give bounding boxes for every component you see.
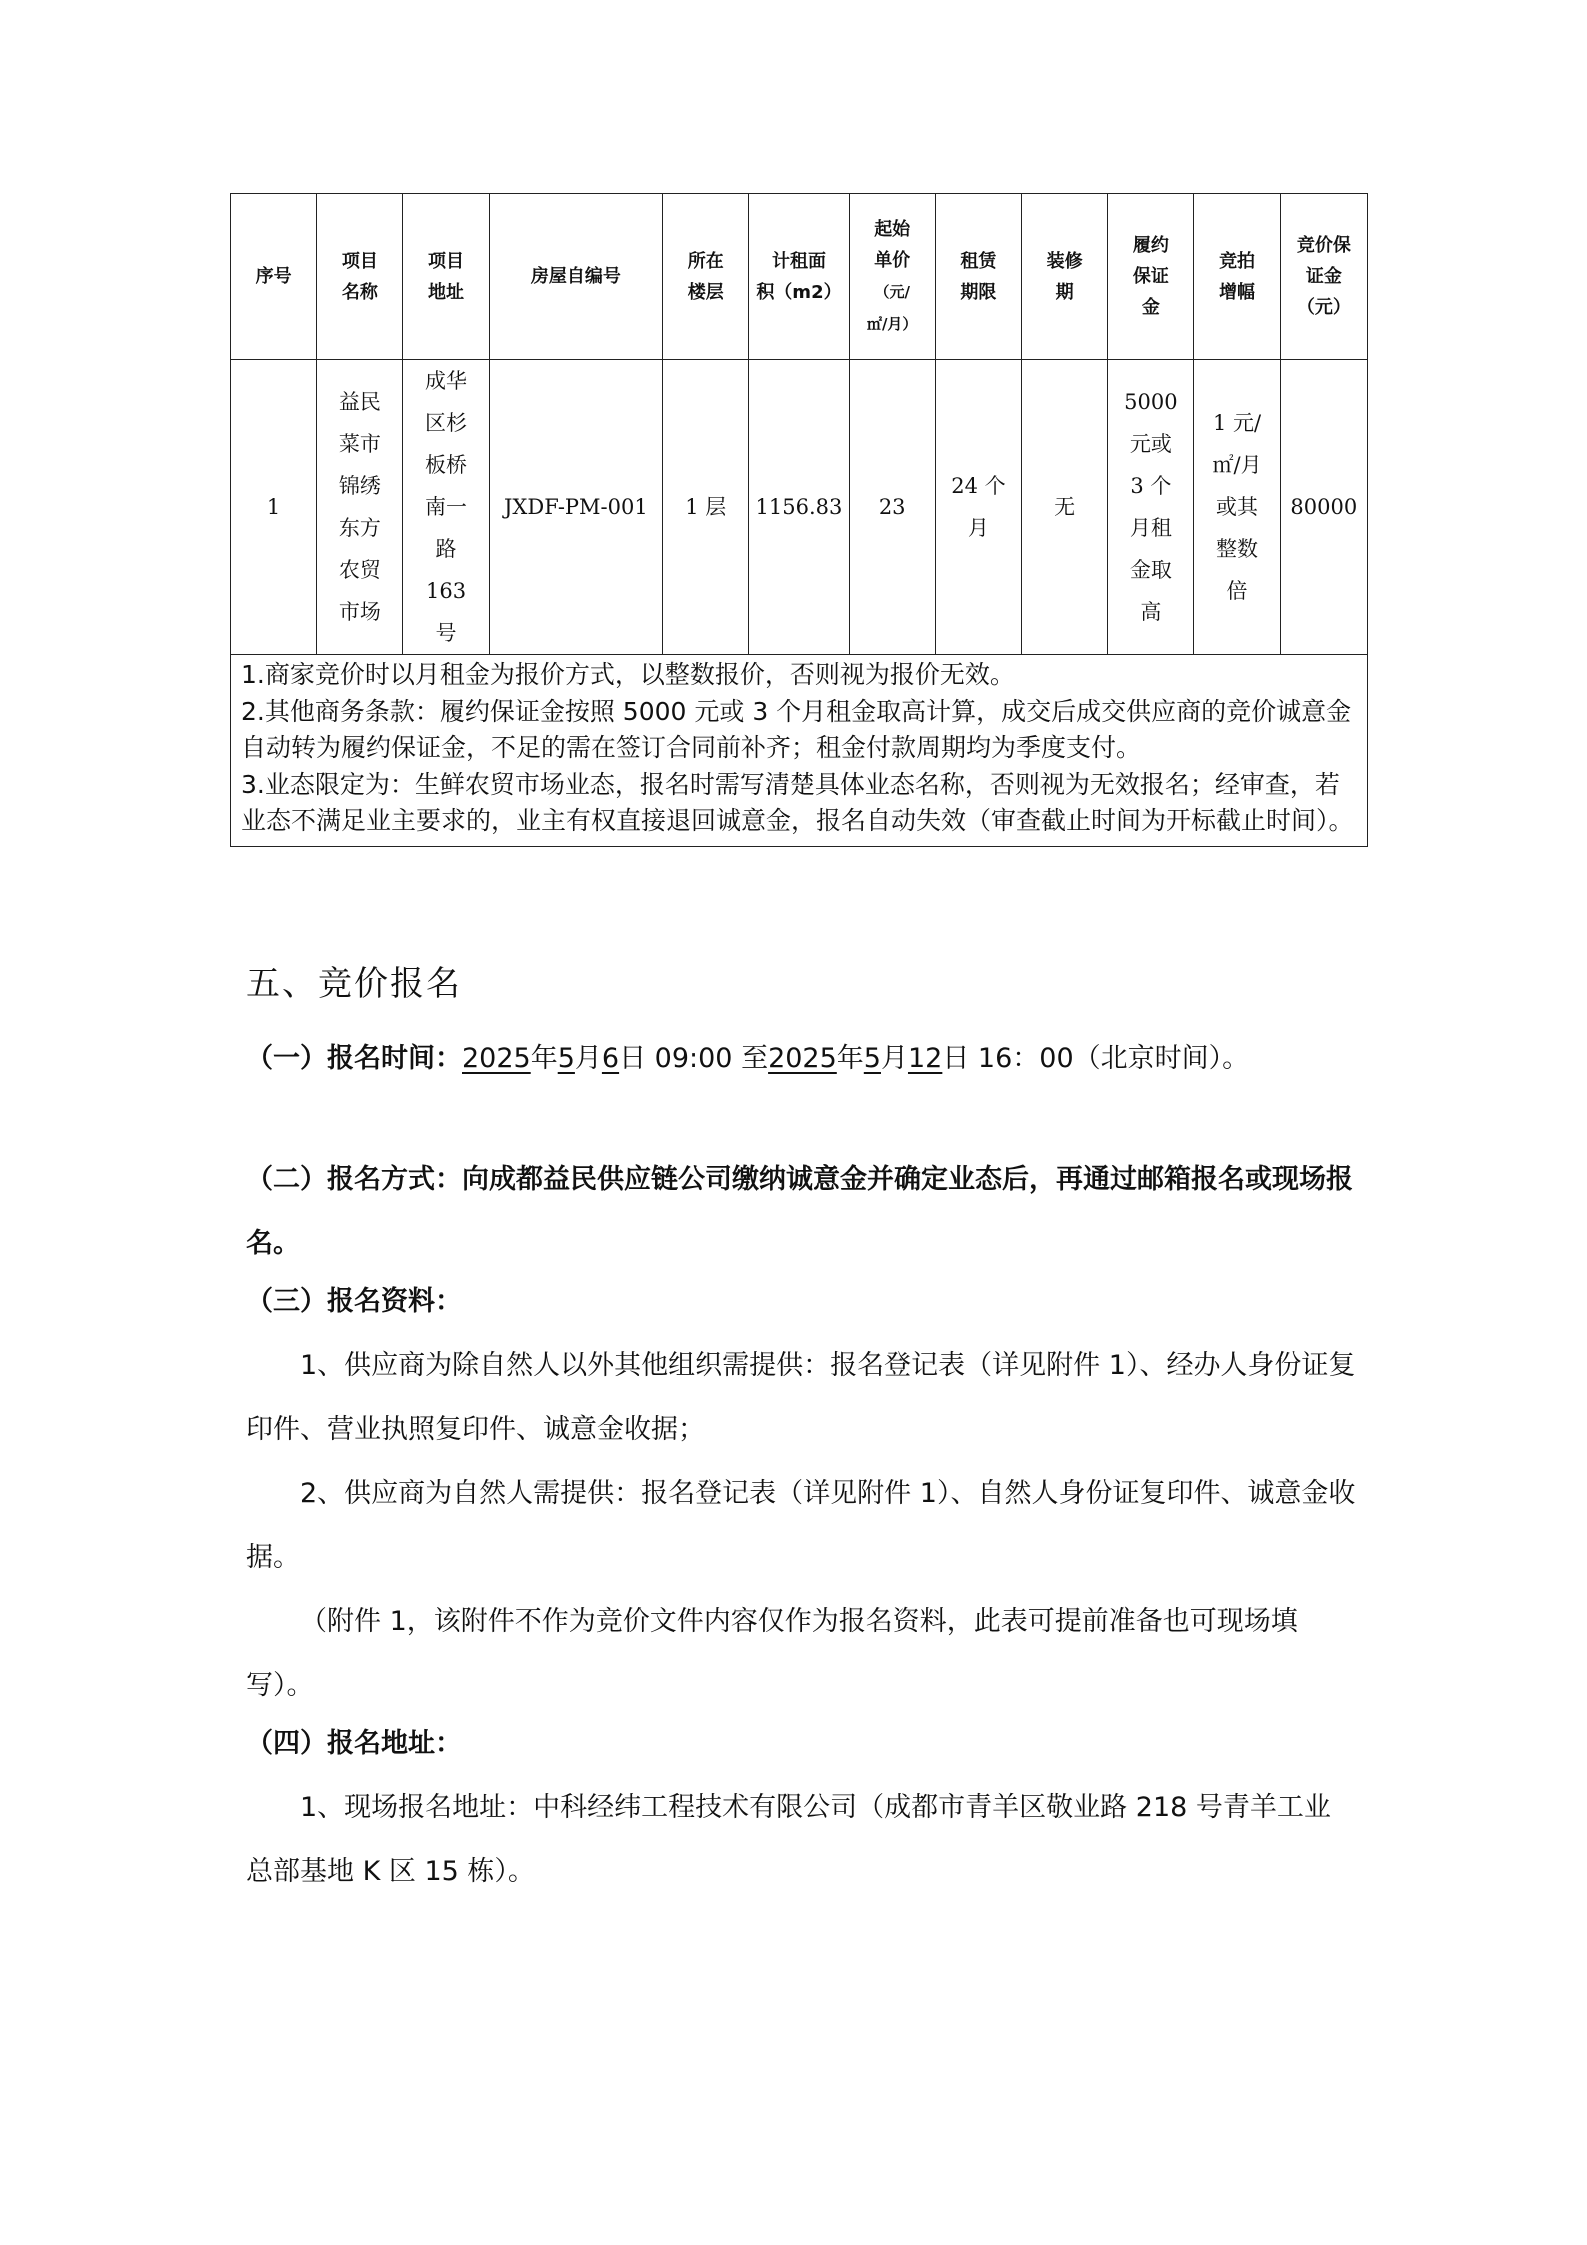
table-header-row [231,194,1368,360]
cell-seq: 1 [231,360,317,655]
header-room-code: 房屋自编号 [489,194,662,360]
header-floor: 所在 楼层 [663,194,749,360]
table-notes-row [231,655,1368,847]
cell-start-price: 23 [849,360,935,655]
materials-item-1: 1、供应商为除自然人以外其他组织需提供：报名登记表（详见附件 1）、经办人身份证复印件、营业执照复印件、诚意金收据； [246,1350,1356,1445]
attachment-note: （附件 1，该附件不作为竞价文件内容仅作为报名资料，此表可提前准备也可现场填写）。 [246,1606,1298,1701]
header-seq: 序号 [231,194,317,360]
registration-method: （二）报名方式：向成都益民供应链公司缴纳诚意金并确定业态后，再通过邮箱报名或现场报名。 [246,1164,1353,1259]
note-item: 2.其他商务条款：履约保证金按照 5000 元或 3 个月租金取高计算，成交后成交供应商的竞价诚意金自动转为履约保证金，不足的需在签订合同前补齐；租金付款周期均为季度支付。 [241,696,1352,762]
lease-table [230,193,1368,847]
materials-heading: （三）报名资料： [246,1286,462,1317]
cell-bid-deposit: 80000 [1280,360,1367,655]
cell-lease-term: 24 个 月 [935,360,1021,655]
header-decoration-period: 装修 期 [1022,194,1108,360]
header-area: 计租面 积（m2） [749,194,849,360]
cell-area: 1156.83 [749,360,849,655]
cell-project-name: 益民 菜市 锦绣 东方 农贸 市场 [317,360,403,655]
registration-time: （一）报名时间：2025年5月6日 09:00 至2025年5月12日 16：00（北京时间）。 [246,1043,1250,1074]
cell-room-code: JXDF-PM-001 [489,360,662,655]
note-item: 1.商家竞价时以月租金为报价方式，以整数报价，否则视为报价无效。 [241,660,1015,689]
section-heading: 五、竞价报名 [246,964,462,1004]
header-bid-deposit: 竞价保 证金 （元） [1280,194,1367,360]
header-performance-bond: 履约 保证 金 [1108,194,1194,360]
cell-floor: 1 层 [663,360,749,655]
header-project-address: 项目 地址 [403,194,489,360]
registration-time-label: （一）报名时间： [246,1043,462,1074]
cell-performance-bond: 5000 元或 3 个 月租 金取 高 [1108,360,1194,655]
materials-item-2: 2、供应商为自然人需提供：报名登记表（详见附件 1）、自然人身份证复印件、诚意金收据。 [246,1478,1356,1573]
note-item: 3.业态限定为：生鲜农贸市场业态，报名时需写清楚具体业态名称，否则视为无效报名；经审查，若业态不满足业主要求的，业主有权直接退回诚意金，报名自动失效（审查截止时间为开标截止时间）。 [241,769,1354,835]
header-start-price: 起始 单价 （元/ ㎡/月） [849,194,935,360]
address-heading: （四）报名地址： [246,1728,462,1759]
cell-project-address: 成华 区杉 板桥 南一 路 163 号 [403,360,489,655]
header-lease-term: 租赁 期限 [935,194,1021,360]
table-notes [231,655,1368,847]
cell-bid-increment: 1 元/ ㎡/月 或其 整数 倍 [1194,360,1280,655]
header-bid-increment: 竞拍 增幅 [1194,194,1280,360]
address-item-1: 1、现场报名地址：中科经纬工程技术有限公司（成都市青羊区敬业路 218 号青羊工业总部基地 K 区 15 栋）。 [246,1792,1331,1887]
header-project-name: 项目 名称 [317,194,403,360]
table-row [231,360,1368,655]
cell-decoration-period: 无 [1022,360,1108,655]
